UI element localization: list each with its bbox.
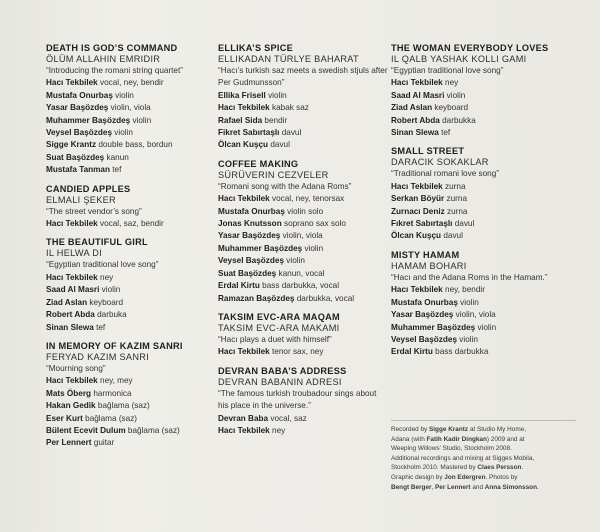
musician-credit xyxy=(218,346,388,358)
musician-credit xyxy=(391,193,581,205)
instrument: tef xyxy=(96,322,106,332)
song-description: “Hacı and the Adana Roms in the Hamam.” xyxy=(391,272,548,282)
song-title: MISTY HAMAM xyxy=(391,249,460,260)
musician-name: Veysel Başözdeş xyxy=(391,334,457,344)
musician-credit xyxy=(46,322,216,334)
musician-credit xyxy=(46,77,216,89)
musician-credit xyxy=(218,280,388,292)
musician-credit xyxy=(218,193,388,205)
musician-credit xyxy=(391,309,581,321)
instrument: ney, mey xyxy=(100,376,133,386)
song-original-title: ELMALI ŞEKER xyxy=(46,194,116,205)
instrument: kanun, vocal xyxy=(278,268,325,278)
musician-credit xyxy=(391,346,581,358)
instrument: violin solo xyxy=(287,206,324,216)
instrument: bağlama (saz) xyxy=(97,401,150,411)
instrument: ney xyxy=(100,272,114,282)
musician-credit xyxy=(46,139,216,151)
musician-credit xyxy=(46,152,216,164)
instrument: zurna xyxy=(446,194,468,204)
instrument: violin, viola xyxy=(282,231,323,241)
song-original-title: HAMAM BOHARI xyxy=(391,260,467,271)
musician-credit xyxy=(218,218,388,230)
song-description: “Egyptian traditional love song” xyxy=(391,66,504,75)
musician-name: Sinan Slewa xyxy=(391,128,439,138)
column-3 xyxy=(391,43,581,366)
song-entry xyxy=(391,250,581,359)
song-entry xyxy=(391,43,581,139)
musician-name: Mustafa Tanman xyxy=(46,165,110,175)
musician-credit xyxy=(391,297,581,309)
instrument: violin xyxy=(115,90,134,100)
song-entry xyxy=(218,159,388,305)
musician-credit xyxy=(46,90,216,102)
instrument: ney xyxy=(272,425,286,435)
credit-text: Recorded by xyxy=(391,426,430,433)
instrument: vocal, saz xyxy=(270,413,307,423)
song-title: THE BEAUTIFUL GIRL xyxy=(46,237,148,248)
instrument: zurna xyxy=(445,181,466,191)
musician-credit xyxy=(391,322,581,334)
song-title: TAKSIM EVC-ARA MAQAM xyxy=(218,311,340,322)
musician-credit xyxy=(46,413,216,425)
musician-credit xyxy=(218,255,388,267)
instrument: davul xyxy=(443,231,463,241)
musician-name: Saad Al Masri xyxy=(391,90,445,100)
credit-text: . xyxy=(536,483,539,491)
instrument: kanun xyxy=(106,152,129,162)
musician-name: Muhammer Başözdeş xyxy=(391,322,476,332)
musician-name: Hacı Tekbilek xyxy=(391,78,443,88)
song-original-title: IL HELWA DI xyxy=(46,248,103,259)
instrument: keyboard xyxy=(89,297,124,307)
musician-name: Fıkret Sabırtaşlı xyxy=(391,219,453,229)
instrument: keyboard xyxy=(434,103,469,113)
instrument: violin xyxy=(459,334,478,344)
musician-name: Hacı Tekbilek xyxy=(218,347,270,357)
instrument: violin xyxy=(286,256,305,266)
musician-credit xyxy=(391,284,581,296)
instrument: zurna xyxy=(446,206,468,216)
instrument: violin xyxy=(446,90,466,100)
musician-name: Rafael Sida xyxy=(218,115,263,125)
musician-name: Hacı Tekbilek xyxy=(218,194,270,204)
musician-name: Hacı Tekbilek xyxy=(46,376,98,386)
column-2 xyxy=(218,43,388,444)
instrument: violin xyxy=(268,90,287,100)
credits-line xyxy=(391,444,576,454)
credits-line xyxy=(391,483,576,493)
credit-text: at Studio My Home, xyxy=(468,426,526,433)
credit-person: Claes Persson xyxy=(477,464,522,472)
musician-credit xyxy=(46,218,216,230)
instrument: darbuka xyxy=(97,310,127,320)
musician-name: Muhammer Başözdeş xyxy=(218,243,303,253)
song-title: DEVRAN BABA’S ADDRESS xyxy=(218,365,347,376)
musician-name: Ziad Aslan xyxy=(391,103,433,113)
instrument: bendir xyxy=(264,115,288,125)
musician-name: Hacı Tekbilek xyxy=(46,219,98,229)
musician-name: Yasar Başözdeş xyxy=(391,310,454,320)
musician-credit xyxy=(391,206,581,218)
musician-credit xyxy=(218,413,388,425)
credits-line xyxy=(391,454,576,464)
song-title: CANDIED APPLES xyxy=(46,183,131,194)
song-entry xyxy=(46,237,216,333)
musician-name: Suat Başözdeş xyxy=(46,152,105,162)
instrument: violin xyxy=(477,322,497,332)
instrument: tef xyxy=(112,165,122,175)
musician-name: Hacı Tekbilek xyxy=(218,425,270,435)
song-entry xyxy=(218,312,388,359)
song-description: “The street vendor’s song” xyxy=(46,206,142,216)
instrument: violin xyxy=(304,243,324,253)
musician-credit xyxy=(218,425,388,437)
instrument: bağlama (saz) xyxy=(85,413,138,423)
musician-credit xyxy=(218,268,388,280)
song-entry xyxy=(391,146,581,242)
credit-text: Graphic design by xyxy=(391,473,445,481)
credit-text: , xyxy=(431,483,436,491)
song-entry xyxy=(46,43,216,177)
musician-name: Ziad Aslan xyxy=(46,297,88,307)
instrument: violin, viola xyxy=(110,103,151,113)
credit-text: Adana (with xyxy=(391,435,427,443)
musician-credit xyxy=(46,388,216,400)
musician-name: Eser Kurt xyxy=(46,413,83,423)
instrument: ney xyxy=(445,78,459,88)
song-description: “Mourning song” xyxy=(46,363,106,373)
instrument: tenor sax, ney xyxy=(272,347,324,357)
credit-text: . Photos by xyxy=(485,473,518,481)
musician-credit xyxy=(46,425,216,437)
musician-name: Veysel Başözdeş xyxy=(46,128,112,138)
instrument: bass darbukka, vocal xyxy=(262,281,340,291)
musician-name: Yasar Başözdeş xyxy=(46,103,109,113)
credit-person: Anna Simonsson xyxy=(484,483,537,491)
instrument: davul xyxy=(454,219,475,229)
credit-text: Additional recordings and mixing at Sigges Mobila, xyxy=(391,454,535,462)
musician-name: Zurnacı Deniz xyxy=(391,206,445,216)
credits-line xyxy=(391,425,576,435)
instrument: ney, bendir xyxy=(445,285,485,295)
instrument: bass darbukka xyxy=(435,347,489,357)
musician-credit xyxy=(46,297,216,309)
instrument: darbukka, vocal xyxy=(296,293,355,303)
credits-line xyxy=(391,463,576,473)
musician-credit xyxy=(391,90,581,102)
instrument: bağlama (saz) xyxy=(127,425,180,435)
musician-credit xyxy=(46,164,216,176)
musician-credit xyxy=(391,218,581,230)
instrument: harmonica xyxy=(93,388,132,398)
musician-name: Erdal Kirtu xyxy=(391,347,433,357)
musician-credit xyxy=(46,437,216,449)
musician-name: Mats Öberg xyxy=(46,388,92,398)
instrument: tef xyxy=(441,128,451,138)
musician-name: Saad Al Masri xyxy=(46,285,100,295)
musician-name: Ellika Frisell xyxy=(218,90,266,100)
song-description: “Traditional romani love song” xyxy=(391,169,500,179)
song-original-title: IL QALB YASHAK KOLLI GAMI xyxy=(391,54,527,64)
song-description: “Romani song with the Adana Roms” xyxy=(218,181,352,191)
musician-credit xyxy=(46,309,216,321)
credit-text: . xyxy=(521,464,524,472)
musician-credit xyxy=(391,334,581,346)
musician-credit xyxy=(218,230,388,242)
song-description: “Hacı’s turkish saz meets a swedish stjuls after Per Gudmunsson” xyxy=(218,66,388,88)
musician-name: Hakan Gedik xyxy=(46,401,96,411)
musician-name: Hacı Tekbilek xyxy=(391,285,443,295)
instrument: vocal, ney, bendir xyxy=(100,78,164,88)
musician-name: Suat Başözdeş xyxy=(218,268,277,278)
musician-credit xyxy=(391,102,581,114)
musician-credit xyxy=(46,400,216,412)
song-description: “Egyptian traditional love song” xyxy=(46,260,159,270)
musician-credit xyxy=(391,181,581,193)
instrument: kabak saz xyxy=(272,103,309,113)
musician-name: Ölcan Kuşçu xyxy=(218,140,269,150)
instrument: violin, viola xyxy=(455,310,496,320)
instrument: darbukka xyxy=(442,115,476,125)
instrument: davul xyxy=(281,128,302,138)
musician-name: Hacı Tekbilek xyxy=(391,181,443,191)
musician-name: Hacı Tekbilek xyxy=(46,272,98,282)
musician-name: Mustafa Onurbaş xyxy=(46,90,113,100)
instrument: vocal, saz, bendir xyxy=(100,219,164,229)
song-original-title: ÖLÜM ALLAHIN EMRIDIR xyxy=(46,54,161,64)
song-title: DEATH IS GOD’S COMMAND xyxy=(46,43,178,53)
song-entry xyxy=(218,43,388,152)
credit-person: Per Lennert xyxy=(435,483,471,491)
song-title: IN MEMORY OF KAZIM SANRI xyxy=(46,340,183,351)
song-original-title: SÜRÜVERIN CEZVELER xyxy=(218,169,329,180)
musician-name: Sigge Krantz xyxy=(46,140,97,150)
musician-name: Robert Abda xyxy=(391,115,440,125)
instrument: violin xyxy=(132,115,152,125)
credits-line xyxy=(391,473,576,483)
credits-line xyxy=(391,435,576,445)
song-original-title: DEVRAN BABANIN ADRESI xyxy=(218,376,342,387)
column-1 xyxy=(46,43,216,457)
musician-credit xyxy=(46,127,216,139)
musician-name: Jonas Knutsson xyxy=(218,219,282,229)
musician-name: Ölcan Kuşçu xyxy=(391,231,442,241)
musician-credit xyxy=(218,127,388,139)
song-title: THE WOMAN EVERYBODY LOVES xyxy=(391,43,549,53)
credit-text: Stockholm 2010. Mastered by xyxy=(391,464,478,472)
song-entry xyxy=(46,341,216,450)
musician-credit xyxy=(391,77,581,89)
instrument: soprano sax solo xyxy=(283,219,346,229)
musician-credit xyxy=(46,375,216,387)
song-entry xyxy=(218,366,388,438)
instrument: violin xyxy=(460,297,479,307)
musician-credit xyxy=(46,115,216,127)
musician-credit xyxy=(218,139,388,151)
musician-credit xyxy=(218,243,388,255)
song-original-title: DARACIK SOKAKLAR xyxy=(391,157,489,168)
credit-text: ) 2009 and at xyxy=(486,435,525,443)
instrument: vocal, ney, tenorsax xyxy=(272,194,345,204)
song-entry xyxy=(46,184,216,231)
song-title: SMALL STREET xyxy=(391,146,465,157)
musician-credit xyxy=(218,90,388,102)
musician-name: Bülent Ecevit Dulum xyxy=(46,425,126,435)
instrument: violin xyxy=(101,285,121,295)
musician-credit xyxy=(46,284,216,296)
musician-name: Fikret Sabırtaşlı xyxy=(218,128,280,138)
musician-name: Per Lennert xyxy=(46,438,92,448)
musician-credit xyxy=(46,272,216,284)
instrument: guitar xyxy=(93,438,115,448)
musician-credit xyxy=(391,230,581,242)
song-original-title: ELLIKADAN TÜRLYE BAHARAT xyxy=(218,54,359,64)
musician-name: Ramazan Başözdeş xyxy=(218,293,295,303)
musician-name: Erdal Kirtu xyxy=(218,281,260,291)
musician-name: Serkan Böyür xyxy=(391,194,445,204)
credit-text: Weeping Willows’ Studio, Stockholm 2008. xyxy=(391,445,512,453)
song-description: “Introducing the romani string quartet” xyxy=(46,66,183,75)
instrument: double bass, bordun xyxy=(98,140,173,150)
musician-credit xyxy=(218,206,388,218)
instrument: davul xyxy=(270,140,290,150)
musician-credit xyxy=(46,102,216,114)
musician-name: Veysel Başözdeş xyxy=(218,256,284,266)
musician-credit xyxy=(391,127,581,139)
musician-name: Hacı Tekbilek xyxy=(46,78,98,88)
credits-block xyxy=(391,420,576,492)
credit-person: Jon Edergren xyxy=(444,473,486,481)
credit-person: Sigge Krantz xyxy=(429,426,469,433)
song-original-title: TAKSIM EVC-ARA MAKAMI xyxy=(218,322,340,333)
musician-name: Sinan Slewa xyxy=(46,322,94,332)
musician-name: Hacı Tekbilek xyxy=(218,103,270,113)
musician-name: Robert Abda xyxy=(46,310,95,320)
song-original-title: FERYAD KAZIM SANRI xyxy=(46,351,150,362)
credit-person: Bengt Berger xyxy=(391,483,432,491)
credit-person: Fatih Kadir Dingkan xyxy=(426,435,487,443)
musician-name: Muhammer Başözdeş xyxy=(46,115,131,125)
musician-name: Yasar Başözdeş xyxy=(218,231,281,241)
musician-credit xyxy=(218,115,388,127)
musician-credit xyxy=(218,293,388,305)
instrument: violin xyxy=(114,128,133,138)
musician-name: Mustafa Onurbaş xyxy=(218,206,285,216)
song-description: “Hacı plays a duet with himself” xyxy=(218,334,332,344)
song-title: COFFEE MAKING xyxy=(218,158,299,169)
song-title: ELLIKA’S SPICE xyxy=(218,43,293,53)
musician-credit xyxy=(391,115,581,127)
musician-credit xyxy=(218,102,388,114)
musician-name: Mustafa Onurbaş xyxy=(391,297,458,307)
credit-text: and xyxy=(470,483,485,491)
musician-name: Devran Baba xyxy=(218,413,269,423)
song-description: “The famous turkish troubadour sings about his place in the universe.” xyxy=(218,388,377,411)
